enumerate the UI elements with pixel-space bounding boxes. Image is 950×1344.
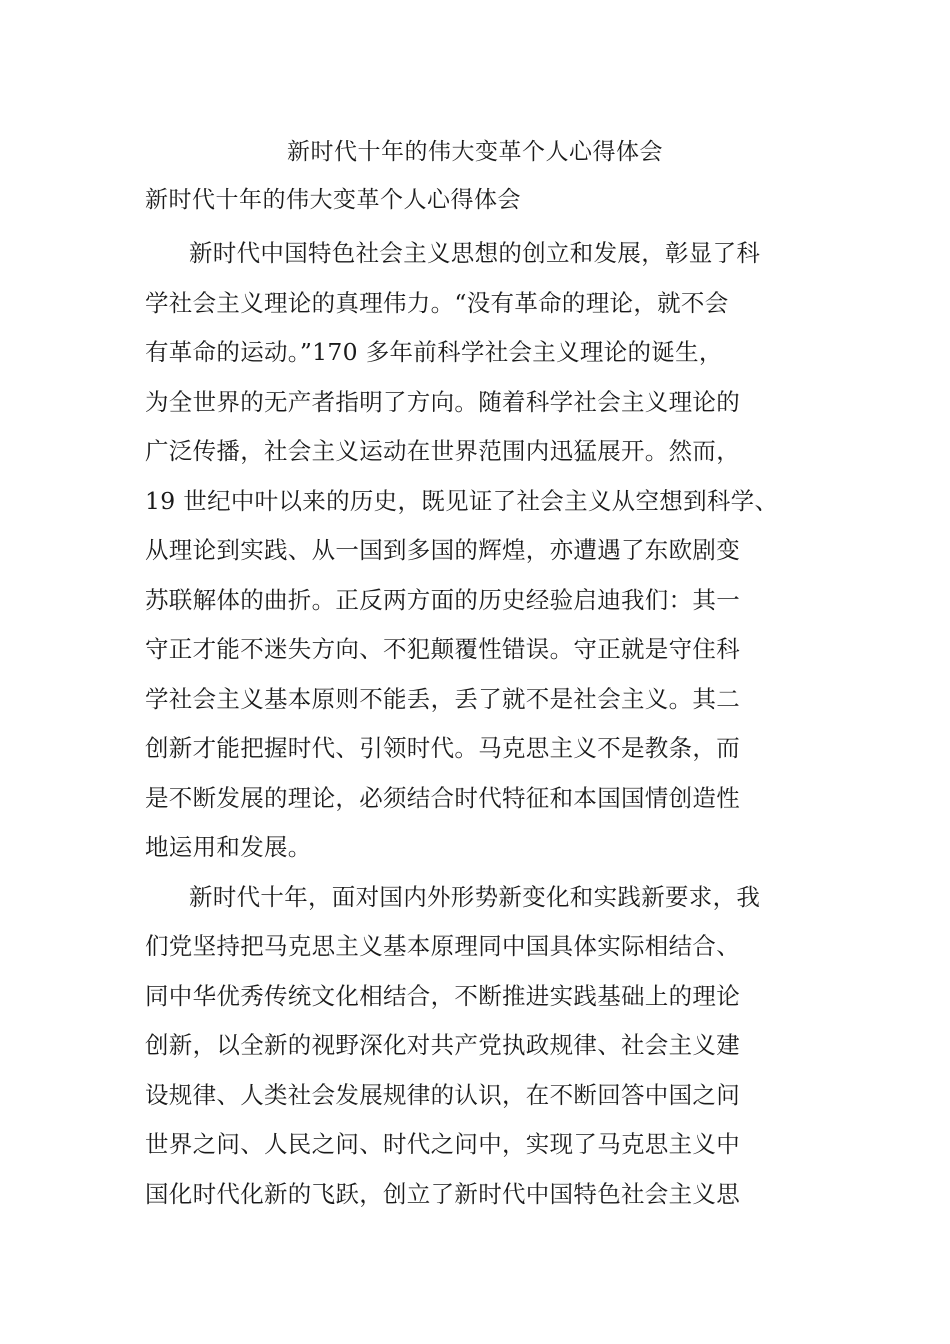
paragraph-line: 学社会主义理论的真理伟力。“没有革命的理论，就不会	[145, 288, 729, 317]
paragraph-line: 苏联解体的曲折。正反两方面的历史经验启迪我们：其一	[145, 585, 740, 614]
paragraph-line: 们党坚持把马克思主义基本原理同中国具体实际相结合、	[145, 932, 740, 960]
paragraph-line: 国化时代化新的飞跃，创立了新时代中国特色社会主义思	[145, 1179, 740, 1208]
paragraph-line: 创新才能把握时代、引领时代。马克思主义不是教条，而	[145, 734, 740, 762]
paragraph-line: 守正才能不迷失方向、不犯颠覆性错误。守正就是守住科	[145, 635, 740, 663]
document-body	[145, 229, 825, 1219]
paragraph-1	[145, 229, 825, 873]
paragraph-line: 新时代中国特色社会主义思想的创立和发展，彰显了科	[189, 239, 761, 267]
document-title: 新时代十年的伟大变革个人心得体会	[287, 139, 663, 165]
paragraph-line: 有革命的运动。”170 多年前科学社会主义理论的诞生，	[145, 338, 723, 366]
paragraph-line: 设规律、人类社会发展规律的认识，在不断回答中国之问	[145, 1080, 740, 1109]
paragraph-line: 19 世纪中叶以来的历史，既见证了社会主义从空想到科学、	[145, 486, 779, 515]
document-subtitle: 新时代十年的伟大变革个人心得体会	[145, 187, 521, 213]
paragraph-line: 地运用和发展。	[145, 833, 312, 861]
paragraph-line: 新时代十年，面对国内外形势新变化和实践新要求，我	[189, 882, 761, 911]
paragraph-line: 为全世界的无产者指明了方向。随着科学社会主义理论的	[145, 387, 740, 416]
paragraph-2	[145, 873, 825, 1220]
paragraph-line: 创新，以全新的视野深化对共产党执政规律、社会主义建	[145, 1031, 740, 1059]
paragraph-line: 世界之问、人民之问、时代之问中，实现了马克思主义中	[145, 1130, 740, 1158]
paragraph-line: 从理论到实践、从一国到多国的辉煌，亦遭遇了东欧剧变	[145, 536, 740, 564]
paragraph-line: 同中华优秀传统文化相结合，不断推进实践基础上的理论	[145, 981, 740, 1010]
paragraph-line: 学社会主义基本原则不能丢，丢了就不是社会主义。其二	[145, 684, 740, 713]
paragraph-line: 是不断发展的理论，必须结合时代特征和本国国情创造性	[145, 783, 740, 812]
paragraph-line: 广泛传播，社会主义运动在世界范围内迅猛展开。然而，	[145, 437, 740, 465]
